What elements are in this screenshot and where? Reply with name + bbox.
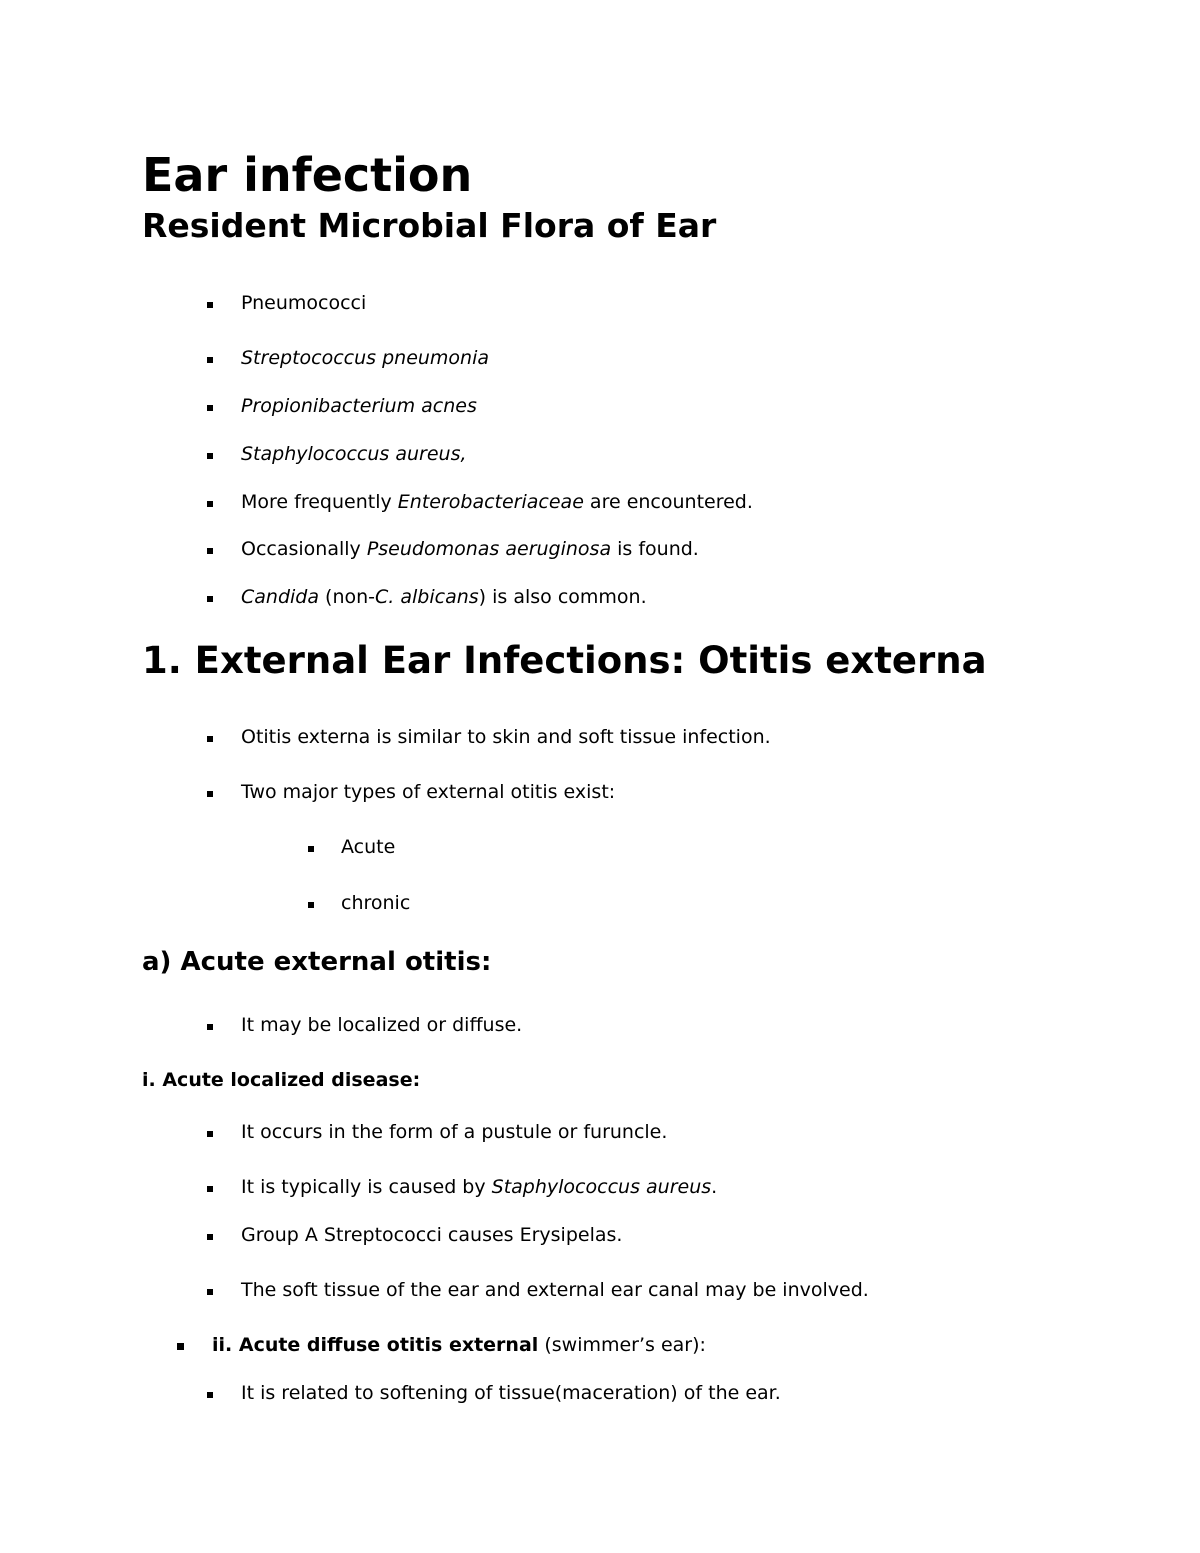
bullet-marker bbox=[207, 596, 213, 602]
species-name: C. albicans bbox=[375, 586, 479, 608]
species-name: Streptococcus pneumonia bbox=[241, 347, 490, 369]
item-text: are encountered. bbox=[583, 491, 753, 513]
document-title: Ear infection bbox=[142, 148, 473, 202]
bullet-marker bbox=[207, 453, 213, 459]
bullet-marker bbox=[207, 302, 213, 308]
localized-item-3: Group A Streptococci causes Erysipelas. bbox=[241, 1224, 623, 1246]
flora-heading: Resident Microbial Flora of Ear bbox=[142, 206, 717, 245]
bullet-marker bbox=[207, 405, 213, 411]
flora-item-4 bbox=[241, 445, 467, 464]
item-text: . bbox=[711, 1176, 718, 1198]
item-text: is found. bbox=[611, 538, 699, 560]
flora-item-2 bbox=[241, 349, 489, 368]
flora-item-3 bbox=[241, 397, 477, 416]
flora-item-7 bbox=[241, 588, 647, 607]
diffuse-heading bbox=[212, 1336, 706, 1355]
bullet-marker bbox=[207, 1131, 213, 1137]
localized-item-1: It occurs in the form of a pustule or furuncle. bbox=[241, 1121, 668, 1143]
item-text: It is typically is caused by bbox=[241, 1176, 492, 1198]
acute-item-1: It may be localized or diffuse. bbox=[241, 1014, 523, 1036]
bullet-marker bbox=[207, 791, 213, 797]
section1-subitem-1: Acute bbox=[341, 836, 396, 858]
species-name: Pseudomonas aeruginosa bbox=[366, 538, 612, 560]
bullet-marker bbox=[207, 501, 213, 507]
diffuse-heading-rest: (swimmer’s ear): bbox=[538, 1334, 706, 1356]
item-text: More frequently bbox=[241, 491, 398, 513]
item-text: Occasionally bbox=[241, 538, 367, 560]
flora-item-1: Pneumococci bbox=[241, 292, 367, 314]
bullet-marker bbox=[308, 902, 314, 908]
subsection-heading-acute: a) Acute external otitis: bbox=[142, 947, 492, 977]
item-text: ) is also common. bbox=[478, 586, 647, 608]
bullet-marker bbox=[207, 357, 213, 363]
bullet-marker bbox=[177, 1343, 184, 1350]
bullet-marker bbox=[207, 1024, 213, 1030]
bullet-marker bbox=[207, 1289, 213, 1295]
bullet-marker bbox=[207, 1392, 213, 1398]
species-name: Propionibacterium acnes bbox=[241, 395, 477, 417]
diffuse-item-1: It is related to softening of tissue(maceration) of the ear. bbox=[241, 1382, 781, 1404]
item-text: (non- bbox=[319, 586, 376, 608]
bullet-marker bbox=[207, 1186, 213, 1192]
flora-item-6 bbox=[241, 540, 699, 559]
species-name: Staphylococcus aureus bbox=[491, 1176, 712, 1198]
bullet-marker bbox=[207, 1234, 213, 1240]
section1-item-1: Otitis externa is similar to skin and soft tissue infection. bbox=[241, 726, 771, 748]
section1-subitem-2: chronic bbox=[341, 892, 411, 914]
bullet-marker bbox=[207, 736, 213, 742]
species-name: Candida bbox=[241, 586, 319, 608]
localized-item-4: The soft tissue of the ear and external ear canal may be involved. bbox=[241, 1279, 869, 1301]
species-name: Staphylococcus aureus, bbox=[241, 443, 467, 465]
bullet-marker bbox=[207, 548, 213, 554]
section1-item-2: Two major types of external otitis exist: bbox=[241, 781, 616, 803]
species-name: Enterobacteriaceae bbox=[397, 491, 584, 513]
diffuse-heading-bold: ii. Acute diffuse otitis external bbox=[212, 1334, 539, 1356]
flora-item-5 bbox=[241, 493, 753, 512]
bullet-marker bbox=[308, 846, 314, 852]
localized-item-2 bbox=[241, 1178, 717, 1197]
section-heading-external-ear: 1. External Ear Infections: Otitis externa bbox=[142, 639, 987, 682]
localized-heading: i. Acute localized disease: bbox=[142, 1069, 421, 1091]
